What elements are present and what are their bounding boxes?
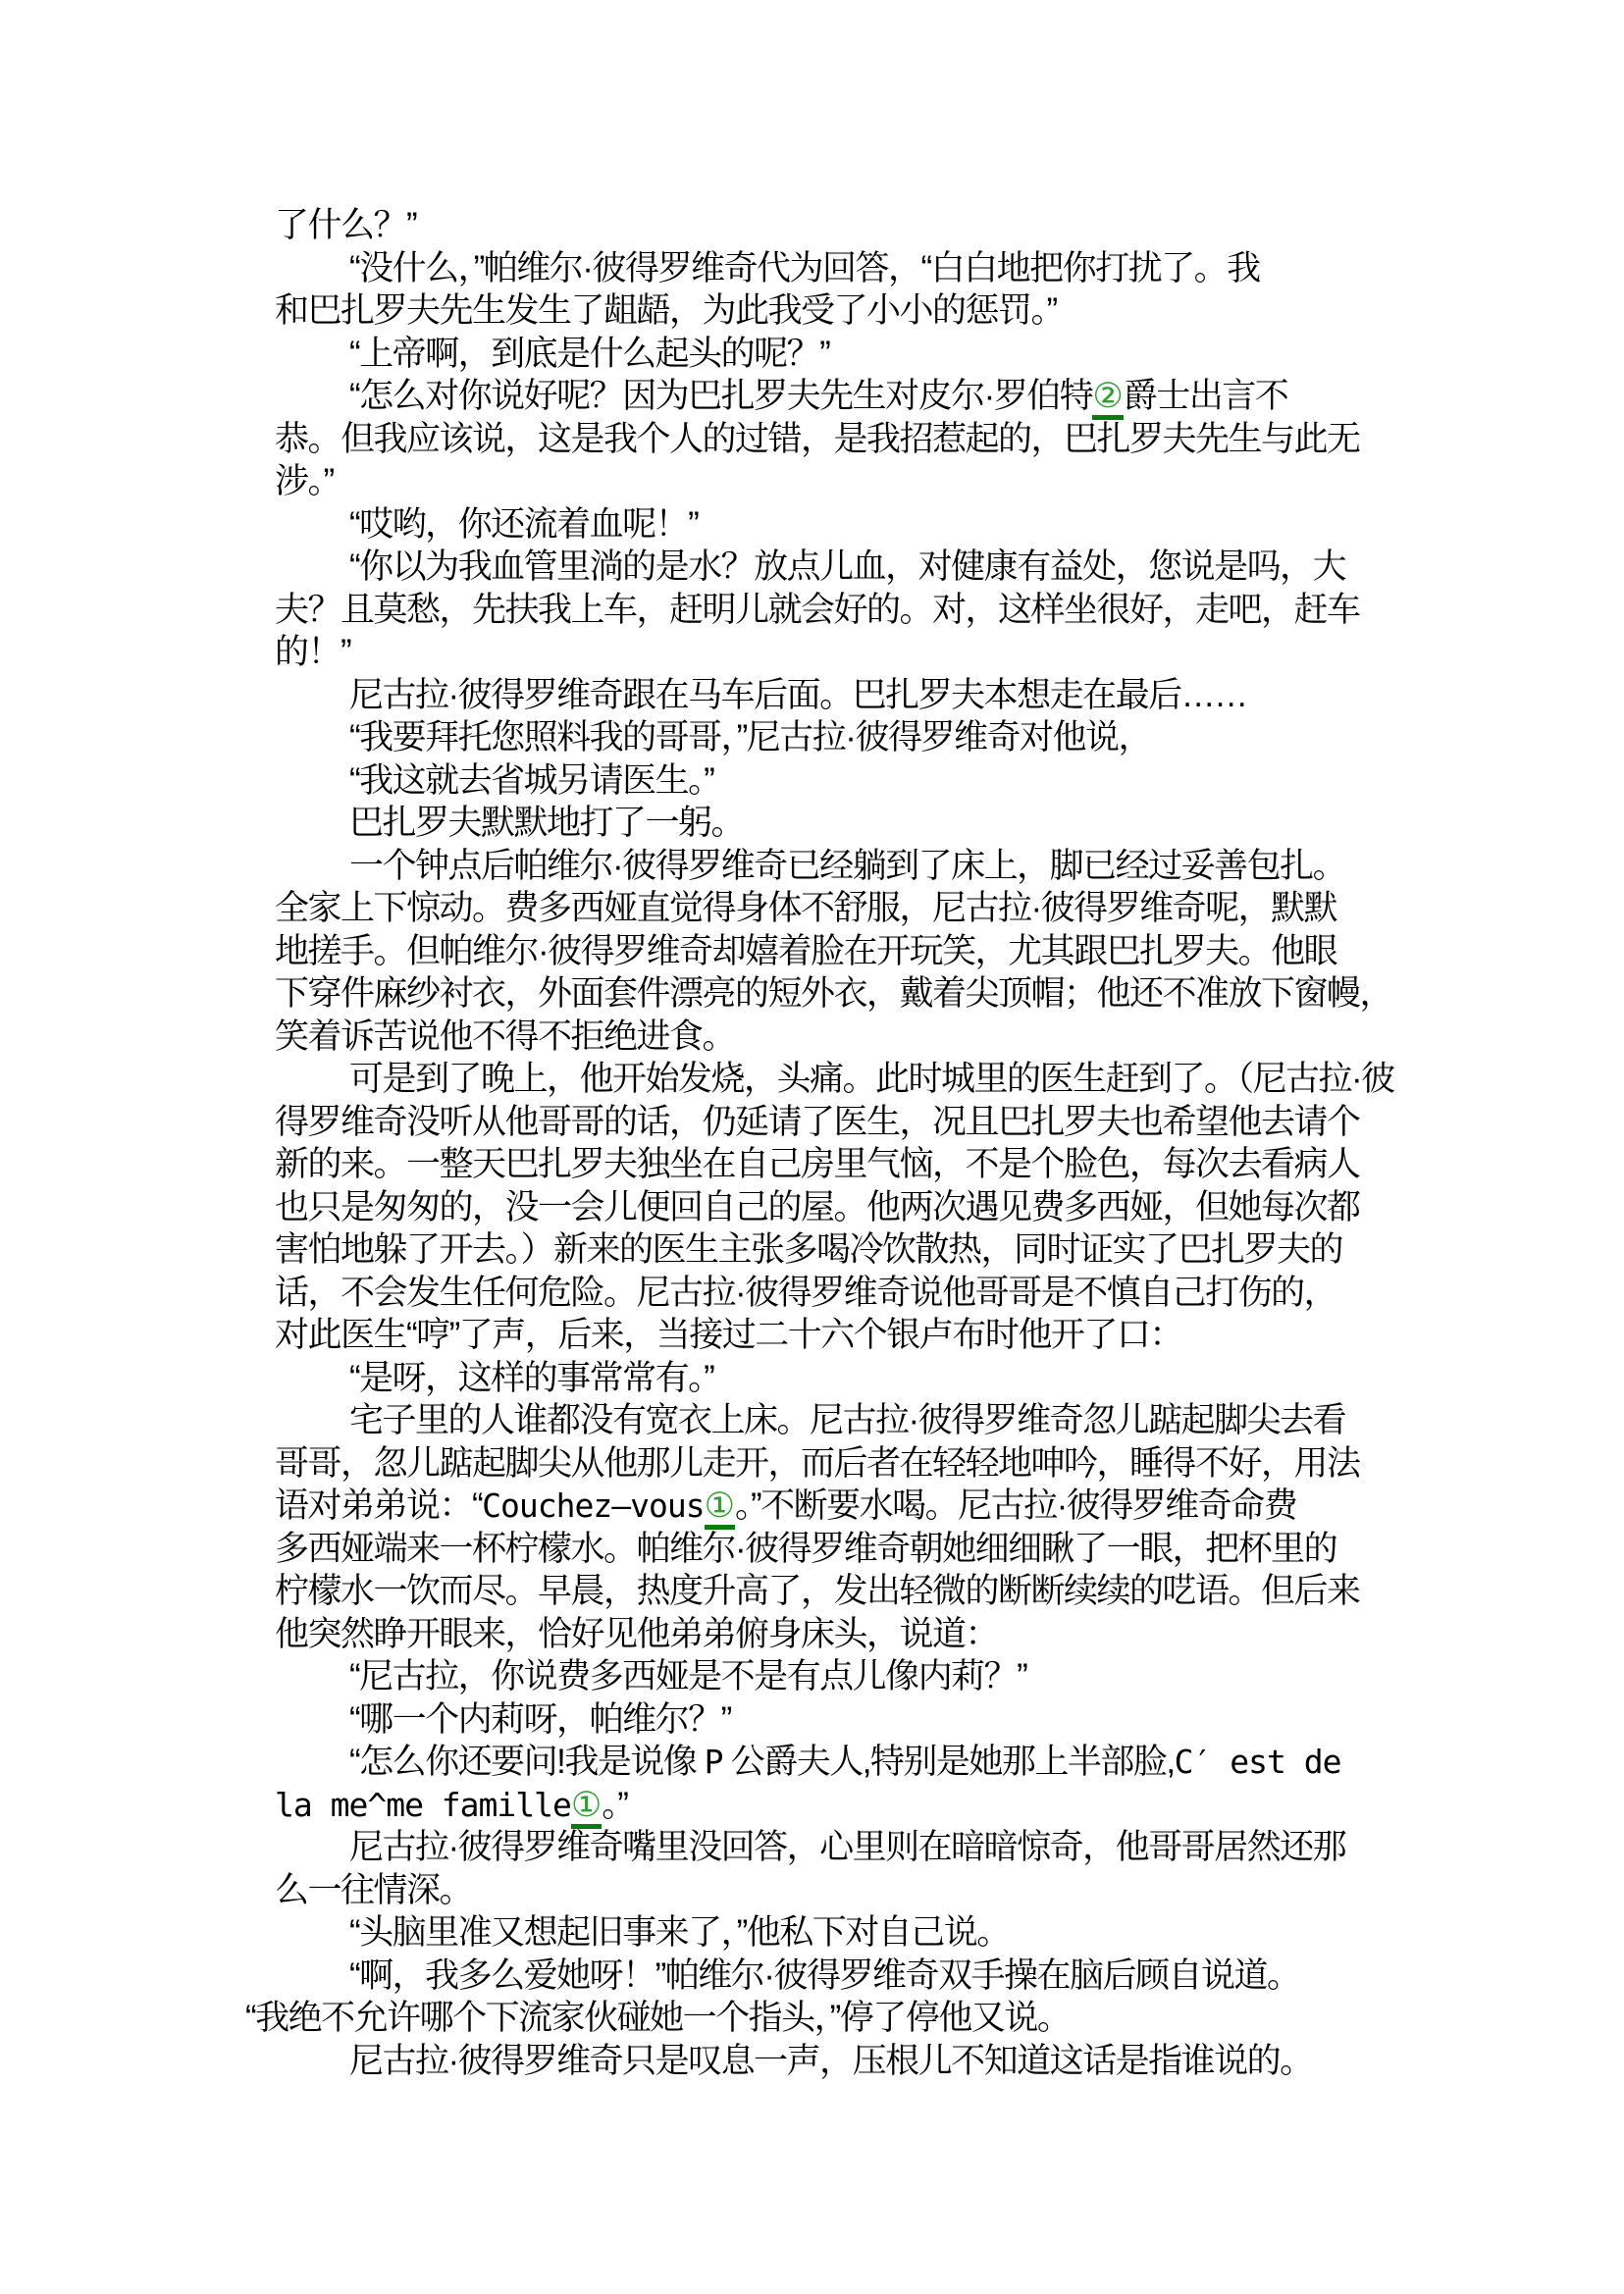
text-line [245, 1997, 1364, 2040]
cn-text: 笑着诉苦说他不得不拒绝进食。 [275, 1017, 736, 1056]
text-line [275, 1869, 1364, 1912]
text-line [275, 845, 1364, 888]
text-line [275, 674, 1364, 717]
cn-text: 哥哥，忽儿踮起脚尖从他那儿走开，而后者在轻轻地呻吟，睡得不好，用法 [275, 1443, 1360, 1483]
footnote-ref[interactable]: ① [571, 1788, 602, 1829]
text-line [275, 972, 1393, 1016]
cn-text: “怎么你还要问!我是说像 [349, 1743, 705, 1781]
text-line [275, 1272, 1364, 1315]
cn-text: 全家上下惊动。费多西娅直觉得身体不舒服，尼古拉·彼得罗维奇呢，默默 [275, 889, 1337, 927]
text-line [275, 1741, 1364, 1784]
cn-text: 。” [602, 1785, 628, 1824]
cn-text: “怎么对你说好呢？因为巴扎罗夫先生对皮尔·罗伯特 [349, 377, 1093, 415]
text-line [275, 759, 1364, 803]
text-line [275, 546, 1364, 589]
text-line [275, 802, 1364, 845]
text-line [275, 289, 1364, 333]
cn-text: 一个钟点后帕维尔·彼得罗维奇已经躺到了床上，脚已经过妥善包扎。 [349, 846, 1346, 885]
text-line [275, 503, 1364, 547]
cn-text: “哎哟，你还流着血呢！” [349, 504, 699, 544]
cn-text: “我要拜托您照料我的哥哥，”尼古拉·彼得罗维奇对他说， [349, 718, 1151, 756]
cn-text: 的！” [275, 633, 351, 671]
text-line [275, 333, 1364, 376]
cn-text: 得罗维奇没听从他哥哥的话，仍延请了医生，况且巴扎罗夫也希望他去请个 [275, 1102, 1360, 1141]
cn-text: 柠檬水一饮而尽。早晨，热度升高了，发出轻微的断断续续的呓语。但后来 [275, 1572, 1360, 1610]
cn-text: 宅子里的人谁都没有宽衣上床。尼古拉·彼得罗维奇忽儿踮起脚尖去看 [349, 1401, 1346, 1439]
text-line [275, 460, 1364, 503]
text-line [275, 1442, 1364, 1486]
latin-text: P [704, 1743, 723, 1781]
text-line [275, 1698, 1364, 1742]
text-line [275, 589, 1364, 632]
text-line [275, 1357, 1364, 1400]
cn-text: “上帝啊，到底是什么起头的呢？” [349, 334, 830, 373]
cn-text: 公爵夫人,特别是她那上半部脸, [722, 1743, 1175, 1781]
text-line [275, 1911, 1364, 1955]
cn-text: 了什么？” [275, 206, 417, 244]
text-line [275, 1784, 1364, 1827]
text-line [275, 930, 1364, 973]
cn-text: 话，不会发生任何危险。尼古拉·彼得罗维奇说他哥哥是不慎自己打伤的， [275, 1273, 1337, 1312]
cn-text: 夫？且莫愁，先扶我上车，赶明儿就会好的。对，这样坐很好，走吧，赶车 [275, 590, 1360, 629]
text-line [275, 716, 1364, 759]
cn-text: 新的来。一整天巴扎罗夫独坐在自己房里气恼，不是个脸色，每次去看病人 [275, 1145, 1360, 1183]
footnote-ref[interactable]: ② [1092, 379, 1123, 420]
cn-text: 对此医生“哼”了声，后来，当接过二十六个银卢布时他开了口： [275, 1316, 1182, 1354]
text-line [275, 1058, 1394, 1101]
text-line [275, 1613, 1364, 1656]
cn-text: 地搓手。但帕维尔·彼得罗维奇却嬉着脸在开玩笑，尤其跟巴扎罗夫。他眼 [275, 931, 1337, 970]
cn-text: “啊，我多么爱她呀！”帕维尔·彼得罗维奇双手操在脑后顾自说道。 [349, 1955, 1300, 1995]
text-line [275, 1399, 1364, 1442]
text-line [275, 1143, 1364, 1186]
cn-text: 多西娅端来一杯柠檬水。帕维尔·彼得罗维奇朝她细细瞅了一眼，把杯里的 [275, 1529, 1337, 1568]
text-line [275, 887, 1364, 930]
cn-text: 么一往情深。 [275, 1870, 473, 1909]
text-line [275, 1485, 1364, 1528]
cn-text: “我这就去省城另请医生。” [349, 760, 714, 800]
footnote-ref[interactable]: ① [705, 1488, 735, 1530]
cn-text: 语对弟弟说：“ [275, 1486, 483, 1525]
cn-text: 巴扎罗夫默默地打了一躬。 [349, 804, 745, 842]
cn-text: 可是到了晚上，他开始发烧，头痛。此时城里的医生赶到了。（尼古拉·彼 [349, 1060, 1394, 1098]
text-line [275, 1955, 1364, 1998]
text-line [275, 204, 1364, 247]
latin-text: Couchez—vous [482, 1486, 705, 1525]
text-block [245, 204, 1394, 2082]
cn-text: “你以为我血管里淌的是水？放点儿血，对健康有益处，您说是吗，大 [349, 547, 1346, 586]
cn-text: “尼古拉，你说费多西娅是不是有点儿像内莉？” [349, 1657, 1027, 1695]
text-line [275, 375, 1364, 418]
cn-text: 尼古拉·彼得罗维奇只是叹息一声，压根儿不知道这话是指谁说的。 [349, 2041, 1313, 2080]
text-line [275, 1314, 1364, 1357]
cn-text: “是呀，这样的事常常有。” [349, 1358, 714, 1397]
cn-text: 爵士出言不 [1123, 377, 1288, 415]
cn-text: 尼古拉·彼得罗维奇跟在马车后面。巴扎罗夫本想走在最后…… [349, 675, 1247, 714]
text-line [275, 247, 1364, 290]
text-line [275, 1570, 1364, 1613]
cn-text: 他突然睁开眼来，恰好见他弟弟俯身床头，说道： [275, 1614, 999, 1653]
cn-text: 尼古拉·彼得罗维奇嘴里没回答，心里则在暗暗惊奇，他哥哥居然还那 [349, 1828, 1346, 1866]
cn-text: “头脑里准又想起旧事来了，”他私下对自己说。 [349, 1913, 1010, 1952]
cn-text: “哪一个内莉呀，帕维尔？” [349, 1699, 731, 1739]
cn-text: 和巴扎罗夫先生发生了龃龉，为此我受了小小的惩罚。” [275, 291, 1057, 330]
text-line [275, 631, 1364, 674]
text-line [275, 1016, 1364, 1059]
text-line [275, 1528, 1364, 1571]
cn-text: “没什么，”帕维尔·彼得罗维奇代为回答，“白白地把你打扰了。我 [349, 248, 1260, 287]
cn-text: 害怕地躲了开去。）新来的医生主张多喝冷饮散热，同时证实了巴扎罗夫的 [275, 1230, 1343, 1269]
cn-text: 恭。但我应该说，这是我个人的过错，是我招惹起的，巴扎罗夫先生与此无 [275, 419, 1360, 458]
cn-text: “我绝不允许哪个下流家伙碰她一个指头，”停了停他又说。 [245, 1999, 1071, 2037]
latin-text: la me^me famille [275, 1785, 571, 1824]
text-line [275, 418, 1364, 461]
latin-text: C′ est de [1174, 1743, 1341, 1781]
text-line [275, 1186, 1364, 1229]
text-line [275, 1655, 1364, 1698]
text-line [275, 1101, 1364, 1144]
cn-text: 下穿件麻纱衬衣，外面套件漂亮的短外衣，戴着尖顶帽；他还不准放下窗幔， [275, 974, 1393, 1013]
cn-text: 也只是匆匆的，没一会儿便回自己的屋。他两次遇见费多西娅，但她每次都 [275, 1187, 1360, 1226]
cn-text: 涉。” [275, 462, 334, 500]
text-line [275, 1826, 1364, 1869]
text-line [275, 2040, 1364, 2083]
cn-text: 。”不断要水喝。尼古拉·彼得罗维奇命费 [734, 1486, 1297, 1525]
text-line [275, 1228, 1364, 1272]
